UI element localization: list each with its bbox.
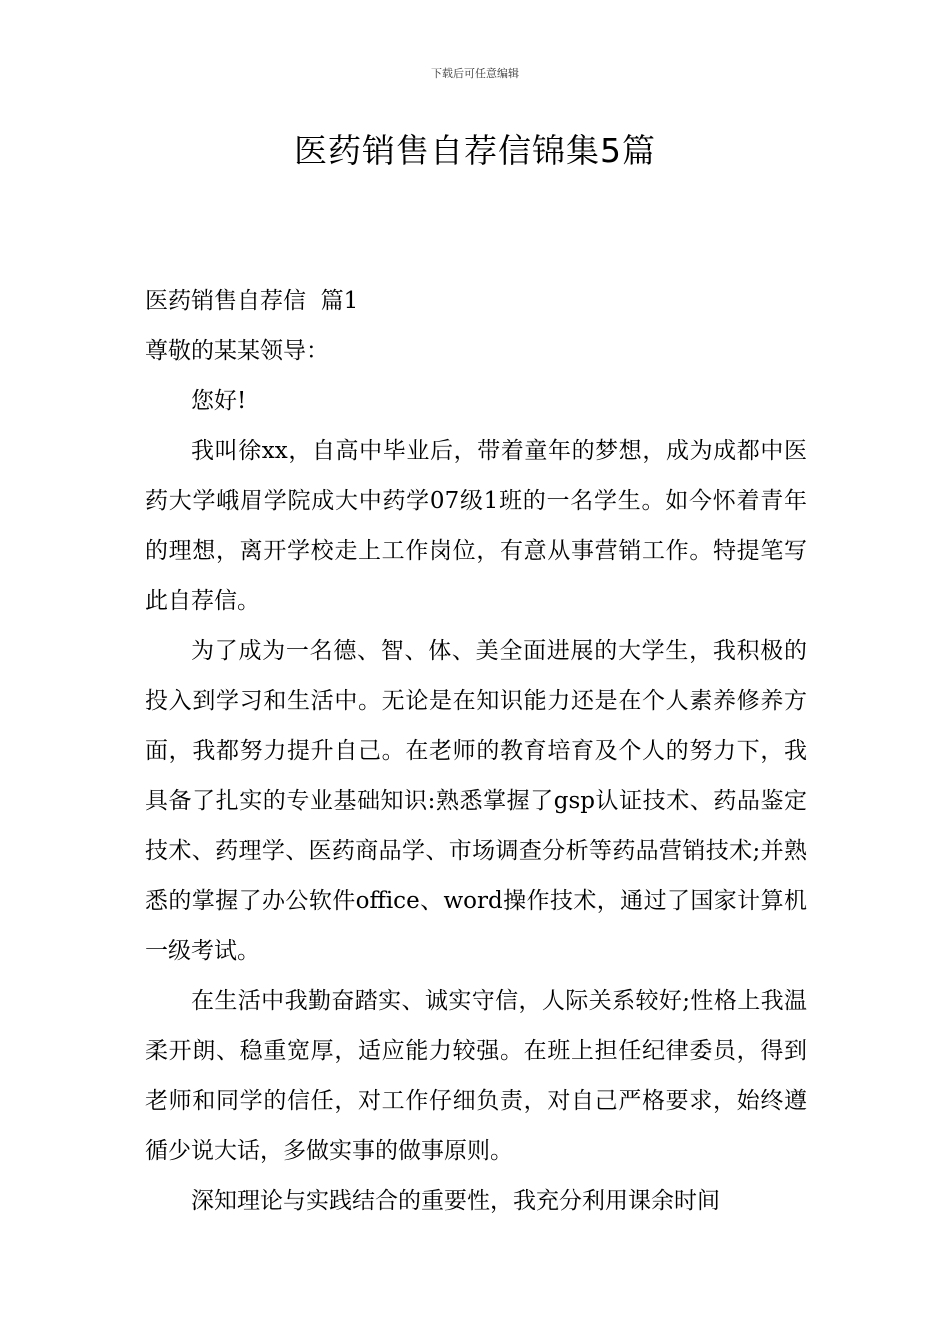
document-body bbox=[145, 276, 807, 1226]
greeting: 您好! bbox=[191, 388, 247, 414]
salutation: 尊敬的某某领导： bbox=[145, 338, 329, 364]
paragraph-life: 在生活中我勤奋踏实、诚实守信，人际关系较好;性格上我温柔开朗、稳重宽厚，适应能力较强。在班上担任纪律委员，得到老师和同学的信任，对工作仔细负责，对自己严格要求，始终遵循少说大话，多做实事的做事原则。 bbox=[145, 988, 807, 1164]
document-title: 医药销售自荐信锦集5篇 bbox=[294, 131, 656, 170]
paragraph-intro: 我叫徐xx，自高中毕业后，带着童年的梦想，成为成都中医药大学峨眉学院成大中药学07级1班的一名学生。如今怀着青年的理想，离开学校走上工作岗位，有意从事营销工作。特提笔写此自荐信。 bbox=[145, 438, 807, 614]
page-header-note: 下载后可任意编辑 bbox=[431, 67, 519, 80]
section-heading: 医药销售自荐信 篇1 bbox=[145, 288, 359, 314]
paragraph-practice: 深知理论与实践结合的重要性，我充分利用课余时间 bbox=[191, 1188, 720, 1214]
paragraph-study: 为了成为一名德、智、体、美全面进展的大学生，我积极的投入到学习和生活中。无论是在知识能力还是在个人素养修养方面，我都努力提升自己。在老师的教育培育及个人的努力下，我具备了扎实的专业基础知识:熟悉掌握了gsp认证技术、药品鉴定技术、药理学、医药商品学、市场调查分析等药品营销技术;并熟悉的掌握了办公软件office、word操作技术，通过了国家计算机一级考试。 bbox=[145, 638, 807, 964]
